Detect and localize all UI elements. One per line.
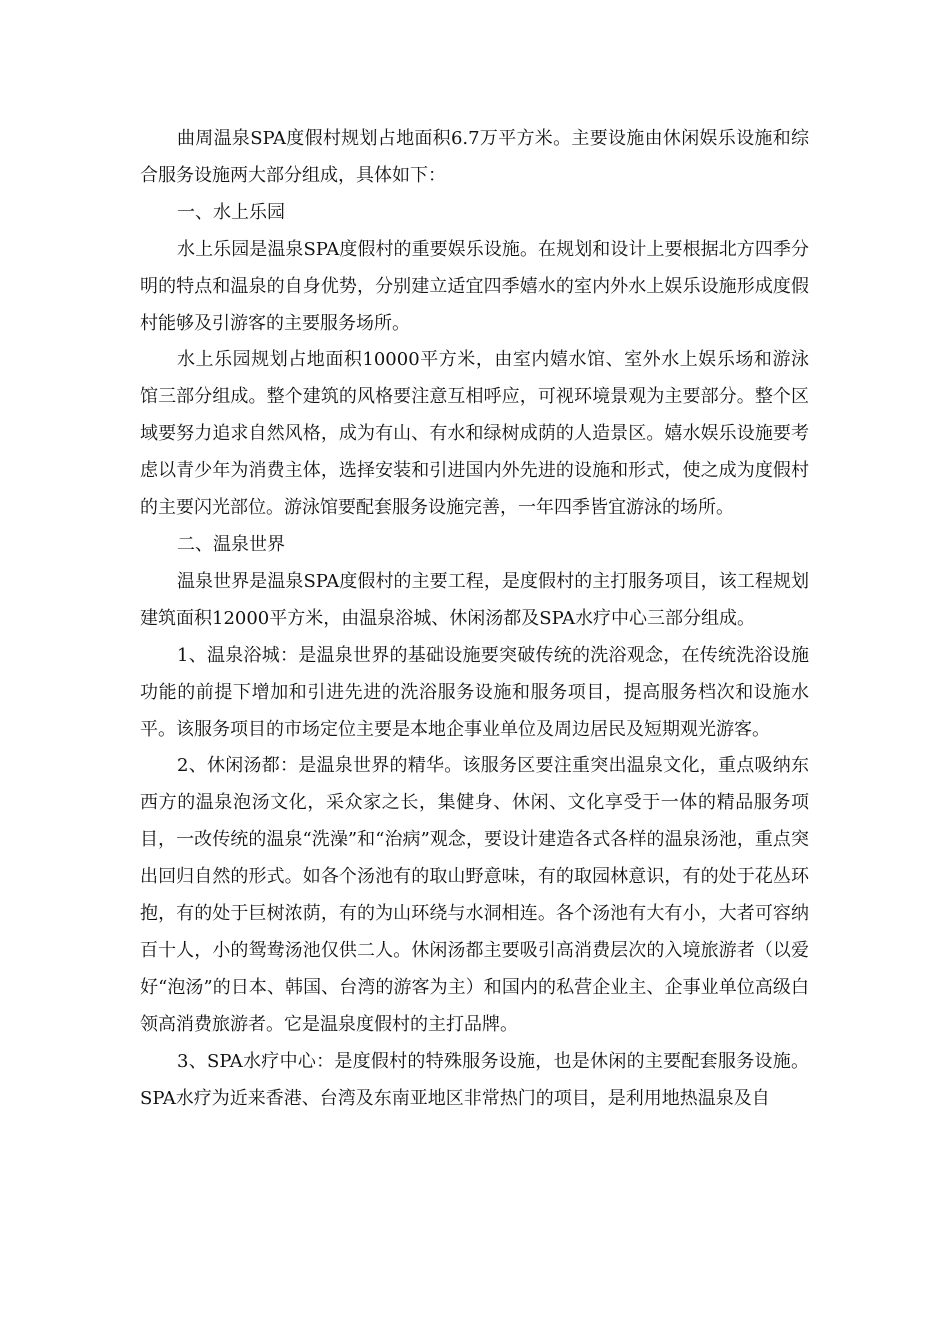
water-park-paragraph-1: 水上乐园是温泉SPA度假村的重要娱乐设施。在规划和设计上要根据北方四季分明的特点和温泉的自身优势，分别建立适宜四季嬉水的室内外水上娱乐设施形成度假村能够及引游客的主要服务场所。 [140,238,809,334]
water-park-paragraph-2: 水上乐园规划占地面积10000平方米，由室内嬉水馆、室外水上娱乐场和游泳馆三部分组成。整个建筑的风格要注意互相呼应，可视环境景观为主要部分。整个区域要努力追求自然风格，成为有山、有水和绿树成荫的人造景区。嬉水娱乐设施要考虑以青少年为消费主体，选择安装和引进国内外先进的设施和形式，使之成为度假村的主要闪光部位。游泳馆要配套服务设施完善，一年四季皆宜游泳的场所。 [140,349,809,519]
spa-center-paragraph: 3、SPA水疗中心：是度假村的特殊服务设施，也是休闲的主要配套服务设施。SPA水疗为近来香港、台湾及东南亚地区非常热门的项目，是利用地热温泉及自 [140,1050,809,1109]
section-heading-water-park: 一、水上乐园 [177,201,285,223]
section-heading-hot-spring-world: 二、温泉世界 [177,533,285,555]
intro-paragraph: 曲周温泉SPA度假村规划占地面积6.7万平方米。主要设施由休闲娱乐设施和综合服务设施两大部分组成，具体如下： [140,128,809,186]
bath-city-paragraph: 1、温泉浴城：是温泉世界的基础设施要突破传统的洗浴观念，在传统洗浴设施功能的前提下增加和引进先进的洗浴服务设施和服务项目，提高服务档次和设施水平。该服务项目的市场定位主要是本地企事业单位及周边居民及短期观光游客。 [140,644,809,740]
hot-spring-world-paragraph: 温泉世界是温泉SPA度假村的主要工程，是度假村的主打服务项目，该工程规划建筑面积12000平方米，由温泉浴城、休闲汤都及SPA水疗中心三部分组成。 [140,570,809,629]
leisure-spa-paragraph: 2、休闲汤都：是温泉世界的精华。该服务区要注重突出温泉文化，重点吸纳东西方的温泉泡汤文化，采众家之长，集健身、休闲、文化享受于一体的精品服务项目，一改传统的温泉“洗澡”和“治病”观念，要设计建造各式各样的温泉汤池，重点突出回归自然的形式。如各个汤池有的取山野意味，有的取园林意识，有的处于花丛环抱，有的处于巨树浓荫，有的为山环绕与水洞相连。各个汤池有大有小，大者可容纳百十人，小的鸳鸯汤池仅供二人。休闲汤都主要吸引高消费层次的入境旅游者（以爱好“泡汤”的日本、韩国、台湾的游客为主）和国内的私营企业主、企事业单位高级白领高消费旅游者。它是温泉度假村的主打品牌。 [140,755,809,1035]
document-body [140,121,809,1117]
